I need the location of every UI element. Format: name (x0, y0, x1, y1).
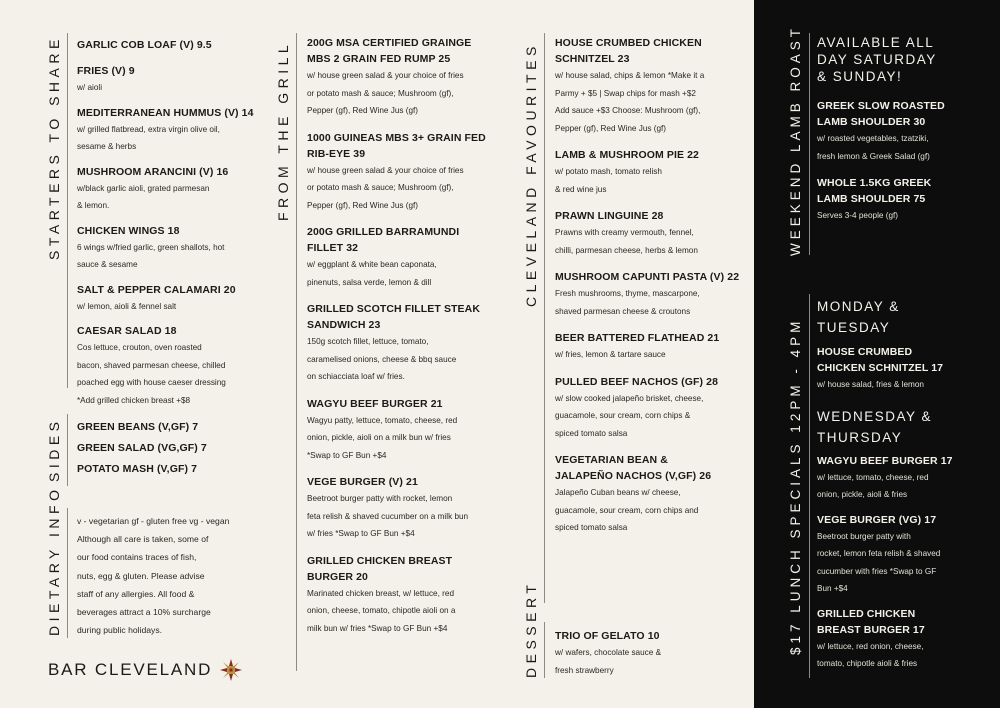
favourite-item (555, 330, 745, 364)
grill-desc: on schiacciata loaf w/ fries. (307, 372, 405, 381)
lunch-desc: Beetroot burger patty with (817, 531, 911, 541)
favourite-desc: guacamole, sour cream, corn chips & (555, 411, 691, 420)
grill-title: GRILLED CHICKEN BREAST BURGER 20 (307, 554, 453, 583)
monday-tuesday-heading: MONDAY & TUESDAY (817, 299, 900, 335)
favourite-title: LAMB & MUSHROOM PIE 22 (555, 149, 699, 161)
grill-title: 200G MSA CERTIFIED GRAINGE MBS 2 GRAIN FED RUMP 25 (307, 37, 472, 65)
lamb-title: GREEK SLOW ROASTED LAMB SHOULDER 30 (817, 100, 945, 128)
favourite-title: VEGETARIAN BEAN & JALAPEÑO NACHOS (V,GF) 26 (555, 454, 712, 482)
favourites-divider (544, 33, 545, 603)
starter-title: CHICKEN WINGS 18 (77, 224, 180, 237)
starter-desc: sesame & herbs (77, 142, 137, 151)
grill-desc: pinenuts, salsa verde, lemon & dill (307, 277, 432, 287)
starter-title: FRIES (V) 9 (77, 65, 135, 77)
lunch-title: HOUSE CRUMBED CHICKEN SCHNITZEL 17 (817, 346, 944, 374)
dietary-text-block (77, 512, 257, 639)
favourite-item (555, 35, 745, 137)
grill-item (307, 396, 492, 465)
favourite-desc: Prawns with creamy vermouth, fennel, (555, 228, 694, 237)
dessert-list (555, 628, 740, 679)
lamb-roast-heading: AVAILABLE ALL DAY SATURDAY & SUNDAY! (817, 35, 937, 84)
favourite-desc: Parmy + $5 | Swap chips for mash +$2 (555, 88, 696, 98)
lamb-roast-divider (809, 33, 810, 255)
brand-name: BAR CLEVELAND (48, 660, 213, 679)
starter-item (77, 164, 255, 215)
favourite-item (555, 147, 745, 198)
lunch-title: VEGE BURGER (VG) 17 (817, 513, 937, 526)
favourite-desc: Add sauce +$3 Choose: Mushroom (gf), (555, 106, 701, 115)
grill-desc: feta relish & shaved cucumber on a milk bun (307, 511, 469, 521)
lunch-item (817, 344, 995, 394)
dietary-line: staff of any allergies. All food & (77, 588, 195, 599)
grill-desc: Pepper (gf), Red Wine Jus (gf) (307, 200, 419, 210)
lunch-desc: tomato, chipotle aioli & fries (817, 659, 918, 668)
lunch-item (817, 606, 995, 673)
starter-desc: w/ grilled flatbread, extra virgin olive oil, (77, 124, 220, 134)
grill-desc: Marinated chicken breast, w/ lettuce, red (307, 588, 454, 598)
dietary-line: beverages attract a 10% surcharge (77, 607, 211, 618)
starter-title: CAESAR SALAD 18 (77, 325, 177, 337)
wednesday-thursday-heading: WEDNESDAY & THURSDAY (817, 408, 933, 445)
lamb-title: WHOLE 1.5KG GREEK LAMB SHOULDER 75 (817, 177, 932, 205)
favourite-desc: w/ fries, lemon & tartare sauce (555, 350, 666, 359)
grill-title: 1000 GUINEAS MBS 3+ GRAIN FED RIB-EYE 39 (307, 131, 486, 160)
dietary-line: nuts, egg & gluten. Please advise (77, 570, 205, 581)
sides-section-label: SIDES (46, 417, 62, 483)
grill-desc: Pepper (gf), Red Wine Jus (gf) (307, 106, 419, 115)
side-title: GREEN BEANS (V,GF) 7 (77, 421, 199, 433)
dessert-desc: fresh strawberry (555, 665, 614, 675)
grill-desc: 150g scotch fillet, lettuce, tomato, (307, 337, 429, 346)
sides-divider (67, 414, 68, 486)
dessert-title: TRIO OF GELATO 10 (555, 630, 660, 642)
favourite-desc: shaved parmesan cheese & croutons (555, 306, 691, 316)
lunch-desc: rocket, lemon feta relish & shaved (817, 549, 941, 558)
grill-item (307, 553, 492, 638)
favourite-item (555, 208, 745, 259)
lunch-item (817, 453, 995, 504)
star-emblem-icon (220, 659, 242, 681)
grill-item (307, 35, 492, 120)
lunch-desc: w/ lettuce, red onion, cheese, (817, 641, 924, 651)
dietary-section-label: DIETARY INFO (46, 485, 62, 636)
grill-list (307, 35, 492, 648)
favourite-item (555, 374, 745, 443)
favourites-section-label: CLEVELAND FAVOURITES (523, 42, 539, 308)
lamb-item (817, 98, 992, 165)
grill-item (307, 301, 492, 386)
grill-desc: caramelised onions, cheese & bbq sauce (307, 354, 457, 364)
favourite-desc: Pepper (gf), Red Wine Jus (gf) (555, 123, 667, 133)
favourite-desc: & red wine jus (555, 184, 607, 194)
favourite-desc: w/ slow cooked jalapeño brisket, cheese, (555, 393, 704, 403)
favourite-item (555, 269, 745, 320)
brand-logo (48, 659, 242, 681)
dietary-line: our food contains traces of fish, (77, 552, 197, 563)
grill-desc: w/ eggplant & white bean caponata, (307, 260, 437, 269)
starter-desc: poached egg with house caeser dressing (77, 378, 226, 387)
lamb-desc: w/ roasted vegetables, tzatziki, (817, 134, 929, 143)
lunch-item (817, 512, 995, 598)
lamb-desc: fresh lemon & Greek Salad (gf) (817, 151, 930, 161)
starter-item (77, 223, 255, 274)
starter-desc: 6 wings w/fried garlic, green shallots, hot (77, 242, 225, 252)
grill-title: WAGYU BEEF BURGER 21 (307, 397, 443, 410)
favourite-desc: chilli, parmesan cheese, herbs & lemon (555, 245, 698, 255)
lunch-specials-section-label: $17 LUNCH SPECIALS 12PM - 4PM (788, 317, 803, 655)
starter-desc: & lemon. (77, 201, 110, 210)
lunch-desc: w/ lettuce, tomato, cheese, red (817, 472, 929, 482)
favourite-desc: guacamole, sour cream, corn chips and (555, 505, 699, 515)
lunch-desc: Bun +$4 (817, 584, 848, 593)
favourite-desc: w/ house salad, chips & lemon *Make it a (555, 71, 705, 80)
grill-item (307, 474, 492, 543)
lunch-desc: onion, pickle, aioli & fries (817, 490, 908, 499)
grill-title: 200G GRILLED BARRAMUNDI FILLET 32 (307, 226, 460, 254)
specials-panel (754, 0, 1000, 708)
side-title: POTATO MASH (V,GF) 7 (77, 463, 198, 475)
lamb-roast-section-label: WEEKEND LAMB ROAST (788, 24, 803, 256)
grill-desc: onion, cheese, tomato, chipotle aioli on a (307, 606, 456, 615)
favourite-desc: w/ potato mash, tomato relish (555, 167, 662, 176)
grill-desc: w/ house green salad & your choice of fries (307, 71, 464, 80)
grill-item (307, 130, 492, 215)
grill-desc: *Swap to GF Bun +$4 (307, 450, 387, 460)
starter-title: MUSHROOM ARANCINI (V) 16 (77, 165, 229, 178)
starter-item (77, 282, 255, 316)
grill-desc: w/ fries *Swap to GF Bun +$4 (307, 529, 415, 538)
starter-desc: *Add grilled chicken breast +$8 (77, 395, 191, 405)
favourite-title: HOUSE CRUMBED CHICKEN SCHNITZEL 23 (555, 37, 702, 65)
lunch-specials-list (817, 296, 995, 684)
starter-desc: w/ aioli (77, 83, 103, 92)
favourite-desc: spiced tomato salsa (555, 428, 628, 438)
lunch-desc: w/ house salad, fries & lemon (817, 380, 924, 389)
grill-desc: or potato mash & sauce; Mushroom (gf), (307, 183, 454, 192)
starter-item (77, 37, 255, 53)
grill-title: VEGE BURGER (V) 21 (307, 476, 418, 488)
grill-divider (296, 33, 297, 671)
starter-title: MEDITERRANEAN HUMMUS (V) 14 (77, 106, 254, 119)
dessert-section-label: DESSERT (523, 580, 539, 678)
favourite-title: BEER BATTERED FLATHEAD 21 (555, 332, 720, 344)
starters-list (77, 37, 255, 420)
lunch-title: WAGYU BEEF BURGER 17 (817, 454, 953, 467)
favourite-title: PULLED BEEF NACHOS (GF) 28 (555, 375, 719, 388)
grill-desc: or potato mash & sauce; Mushroom (gf), (307, 88, 454, 98)
lunch-title: GRILLED CHICKEN BREAST BURGER 17 (817, 607, 925, 636)
favourite-item (555, 452, 745, 537)
starter-item (77, 105, 255, 156)
starter-desc: sauce & sesame (77, 260, 138, 269)
grill-title: GRILLED SCOTCH FILLET STEAK SANDWICH 23 (307, 303, 481, 331)
favourites-list (555, 35, 745, 548)
starter-desc: Cos lettuce, crouton, oven roasted (77, 343, 202, 352)
grill-item (307, 224, 492, 291)
lamb-desc: Serves 3-4 people (gf) (817, 211, 899, 220)
starter-item (77, 63, 255, 97)
starter-desc: bacon, shaved parmesan cheese, chilled (77, 360, 226, 370)
grill-section-label: FROM THE GRILL (275, 40, 291, 222)
starter-title: SALT & PEPPER CALAMARI 20 (77, 283, 236, 296)
grill-desc: onion, pickle, aioli on a milk bun w/ fries (307, 433, 451, 442)
starter-title: GARLIC COB LOAF (V) 9.5 (77, 39, 212, 51)
grill-desc: Beetroot burger patty with rocket, lemon (307, 494, 453, 503)
lamb-item (817, 175, 992, 225)
side-title: GREEN SALAD (VG,GF) 7 (77, 442, 207, 454)
dietary-divider (67, 508, 68, 638)
lunch-specials-divider (809, 294, 810, 678)
grill-desc: milk bun w/ fries *Swap to GF Bun +$4 (307, 623, 448, 633)
starters-divider (67, 33, 68, 388)
dessert-desc: w/ wafers, chocolate sauce & (555, 648, 662, 657)
starters-section-label: STARTERS TO SHARE (46, 35, 62, 261)
favourite-desc: Fresh mushrooms, thyme, mascarpone, (555, 289, 700, 298)
dietary-line: Although all care is taken, some of (77, 534, 209, 545)
favourite-title: MUSHROOM CAPUNTI PASTA (V) 22 (555, 271, 740, 283)
favourite-title: PRAWN LINGUINE 28 (555, 210, 664, 222)
favourite-desc: spiced tomato salsa (555, 523, 628, 532)
starter-desc: w/black garlic aioli, grated parmesan (77, 183, 210, 193)
starter-desc: w/ lemon, aioli & fennel salt (77, 301, 177, 311)
sides-list (77, 419, 255, 477)
lunch-desc: cucumber with fries *Swap to GF (817, 566, 937, 576)
favourite-desc: Jalapeño Cuban beans w/ cheese, (555, 488, 681, 497)
starter-item (77, 323, 255, 409)
lamb-roast-list (817, 34, 992, 236)
grill-desc: w/ house green salad & your choice of fries (307, 165, 464, 175)
dessert-divider (544, 622, 545, 678)
dietary-line: during public holidays. (77, 625, 163, 636)
grill-desc: Wagyu patty, lettuce, tomato, cheese, red (307, 415, 458, 425)
dietary-line: v - vegetarian gf - gluten free vg - vegan (77, 516, 230, 526)
